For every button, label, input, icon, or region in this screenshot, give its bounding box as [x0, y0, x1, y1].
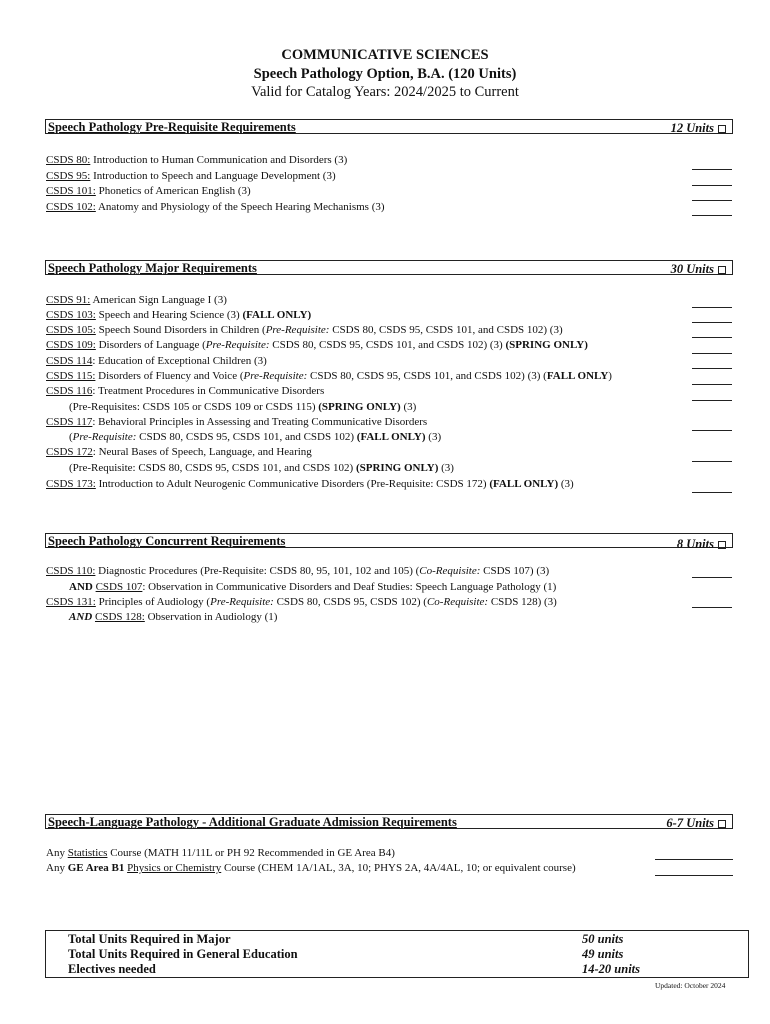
grade-blank[interactable]: [692, 577, 732, 578]
major-section-header: [45, 260, 733, 275]
total-major-value: 50 units: [582, 932, 624, 946]
graduate-item: Any GE Area B1 Physics or Chemistry Course (CHEM 1A/1AL, 3A, 10; PHYS 2A, 4A/4AL, 10; or equivalent course): [46, 862, 576, 874]
concurrent-section-title: Speech Pathology Concurrent Requirements: [48, 534, 286, 548]
checkbox-icon[interactable]: [718, 820, 726, 828]
major-item-subline: (Pre-Requisites: CSDS 105 or CSDS 109 or CSDS 115) (SPRING ONLY) (3): [69, 401, 417, 413]
catalog-years: Valid for Catalog Years: 2024/2025 to Current: [251, 84, 519, 100]
prereq-units: 12 Units: [671, 121, 726, 136]
graduate-section-header: [45, 814, 733, 829]
grade-blank[interactable]: [692, 461, 732, 462]
total-ge-label: Total Units Required in General Education: [68, 947, 298, 961]
grade-blank[interactable]: [692, 492, 732, 493]
electives-value: 14-20 units: [582, 962, 641, 976]
prereq-section-header: [45, 119, 733, 134]
program-title: Speech Pathology Option, B.A. (120 Units): [253, 66, 517, 82]
major-item: CSDS 116: Treatment Procedures in Communicative Disorders: [46, 385, 325, 397]
major-item: CSDS 173: Introduction to Adult Neurogenic Communicative Disorders (Pre-Requisite: CSDS 172) (FALL ONLY) (3): [46, 478, 574, 490]
major-item: CSDS 117: Behavioral Principles in Assessing and Treating Communicative Disorders: [46, 416, 428, 428]
grade-blank[interactable]: [692, 185, 732, 186]
updated-date: Updated: October 2024: [655, 981, 726, 990]
major-item: CSDS 91: American Sign Language I (3): [46, 294, 227, 306]
grade-blank[interactable]: [692, 307, 732, 308]
grade-blank[interactable]: [692, 384, 732, 385]
graduate-units: 6-7 Units: [666, 816, 726, 831]
graduate-item: Any Statistics Course (MATH 11/11L or PH 92 Recommended in GE Area B4): [46, 847, 395, 859]
grade-blank[interactable]: [692, 215, 732, 216]
prereq-item: CSDS 95: Introduction to Speech and Language Development (3): [46, 170, 336, 182]
grade-blank[interactable]: [655, 859, 733, 860]
major-item: CSDS 115: Disorders of Fluency and Voice (Pre-Requisite: CSDS 80, CSDS 95, CSDS 101, and CSDS 102) (3) (FALL ONLY): [46, 370, 612, 382]
grade-blank[interactable]: [692, 430, 732, 431]
major-item: CSDS 103: Speech and Hearing Science (3) (FALL ONLY): [46, 309, 312, 321]
major-item: CSDS 172: Neural Bases of Speech, Language, and Hearing: [46, 446, 312, 458]
major-section-title: Speech Pathology Major Requirements: [48, 261, 257, 275]
prereq-item: CSDS 101: Phonetics of American English (3): [46, 185, 251, 197]
grade-blank[interactable]: [692, 368, 732, 369]
major-item-subline: (Pre-Requisite: CSDS 80, CSDS 95, CSDS 101, and CSDS 102) (FALL ONLY) (3): [69, 431, 442, 443]
concurrent-item: CSDS 110: Diagnostic Procedures (Pre-Requisite: CSDS 80, 95, 101, 102 and 105) (Co-Requisite: CSDS 107) (3): [46, 565, 550, 577]
prereq-section-title: Speech Pathology Pre-Requisite Requirements: [48, 120, 296, 134]
major-item: CSDS 109: Disorders of Language (Pre-Requisite: CSDS 80, CSDS 95, CSDS 101, and CSDS 102) (3) (SPRING ONLY): [46, 339, 588, 351]
total-ge-value: 49 units: [582, 947, 624, 961]
grade-blank[interactable]: [692, 353, 732, 354]
grade-blank[interactable]: [692, 607, 732, 608]
grade-blank[interactable]: [655, 875, 733, 876]
concurrent-item: CSDS 131: Principles of Audiology (Pre-Requisite: CSDS 80, CSDS 95, CSDS 102) (Co-Requisite: CSDS 128) (3): [46, 596, 557, 608]
grade-blank[interactable]: [692, 337, 732, 338]
major-item: CSDS 105: Speech Sound Disorders in Children (Pre-Requisite: CSDS 80, CSDS 95, CSDS 101, and CSDS 102) (3): [46, 324, 563, 336]
checkbox-icon[interactable]: [718, 541, 726, 549]
concurrent-item-and: AND CSDS 128: Observation in Audiology (1): [69, 611, 278, 623]
prereq-item: CSDS 80: Introduction to Human Communication and Disorders (3): [46, 154, 348, 166]
grade-blank[interactable]: [692, 400, 732, 401]
grade-blank[interactable]: [692, 200, 732, 201]
checkbox-icon[interactable]: [718, 125, 726, 133]
major-item-subline: (Pre-Requisite: CSDS 80, CSDS 95, CSDS 101, and CSDS 102) (SPRING ONLY) (3): [69, 462, 454, 474]
checkbox-icon[interactable]: [718, 266, 726, 274]
graduate-section-title: Speech-Language Pathology - Additional Graduate Admission Requirements: [48, 815, 457, 829]
major-units: 30 Units: [671, 262, 726, 277]
electives-label: Electives needed: [68, 962, 156, 976]
total-major-label: Total Units Required in Major: [68, 932, 231, 946]
concurrent-units: 8 Units: [677, 537, 726, 552]
grade-blank[interactable]: [692, 169, 732, 170]
concurrent-item-and: AND CSDS 107: Observation in Communicative Disorders and Deaf Studies: Speech Language Pathology (1): [69, 581, 557, 593]
prereq-item: CSDS 102: Anatomy and Physiology of the Speech Hearing Mechanisms (3): [46, 201, 385, 213]
major-item: CSDS 114: Education of Exceptional Children (3): [46, 355, 267, 367]
document-title: COMMUNICATIVE SCIENCES: [281, 47, 489, 63]
concurrent-section-header: [45, 533, 733, 551]
grade-blank[interactable]: [692, 322, 732, 323]
